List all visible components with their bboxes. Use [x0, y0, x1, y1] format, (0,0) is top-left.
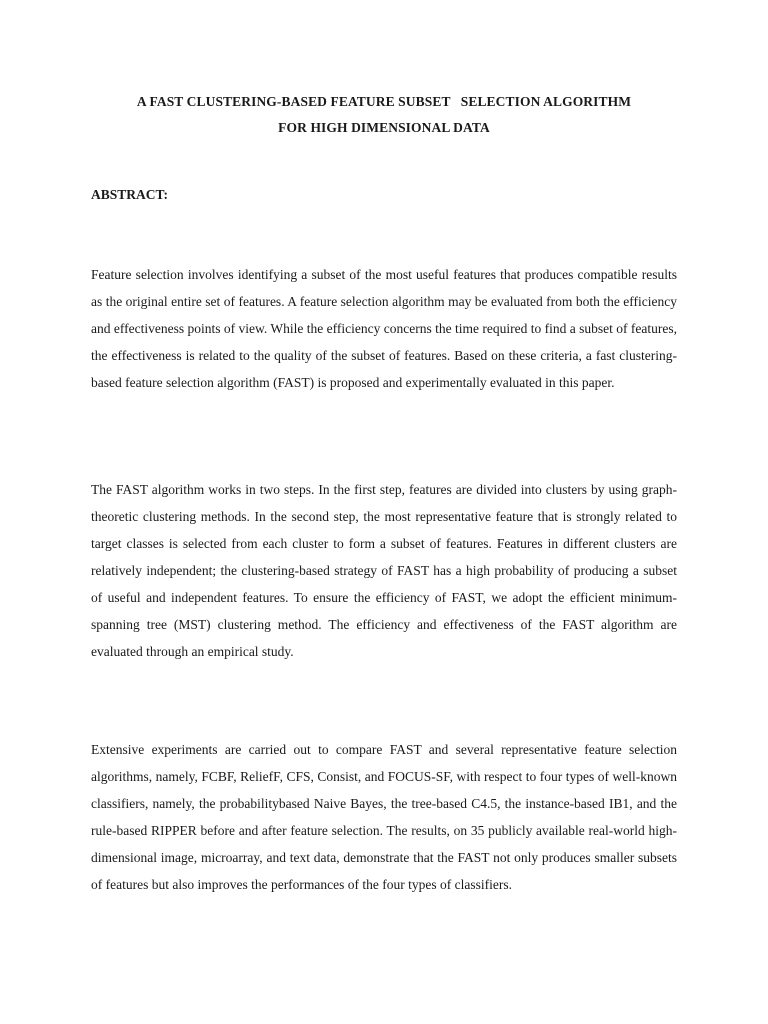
- document-title-line-1: A FAST CLUSTERING-BASED FEATURE SUBSET SELECTION ALGORITHM: [136, 94, 632, 109]
- abstract-paragraph-2: The FAST algorithm works in two steps. In the first step, features are divided into clusters by using graph-theoretic clustering methods. In the second step, the most representative feature that is strongly related to target classes is selected from each cluster to form a subset of features. Features in different clusters are relatively independent; the clustering-based strategy of FAST has a high probability of producing a subset of useful and independent features. To ensure the efficiency of FAST, we adopt the efficient minimum-spanning tree (MST) clustering method. The efficiency and effectiveness of the FAST algorithm are evaluated through an empirical study.: [91, 482, 677, 659]
- abstract-heading: ABSTRACT:: [91, 187, 169, 202]
- document-title-line-2: FOR HIGH DIMENSIONAL DATA: [278, 120, 490, 135]
- abstract-paragraph-1: Feature selection involves identifying a subset of the most useful features that produces compatible results as the original entire set of features. A feature selection algorithm may be evaluated from both the efficiency and effectiveness points of view. While the efficiency concerns the time required to find a subset of features, the effectiveness is related to the quality of the subset of features. Based on these criteria, a fast clustering-based feature selection algorithm (FAST) is proposed and experimentally evaluated in this paper.: [91, 267, 677, 390]
- abstract-paragraph-3: Extensive experiments are carried out to compare FAST and several representative feature selection algorithms, namely, FCBF, ReliefF, CFS, Consist, and FOCUS-SF, with respect to four types of well-known classifiers, namely, the probabilitybased Naive Bayes, the tree-based C4.5, the instance-based IB1, and the rule-based RIPPER before and after feature selection. The results, on 35 publicly available real-world high-dimensional image, microarray, and text data, demonstrate that the FAST not only produces smaller subsets of features but also improves the performances of the four types of classifiers.: [91, 742, 677, 892]
